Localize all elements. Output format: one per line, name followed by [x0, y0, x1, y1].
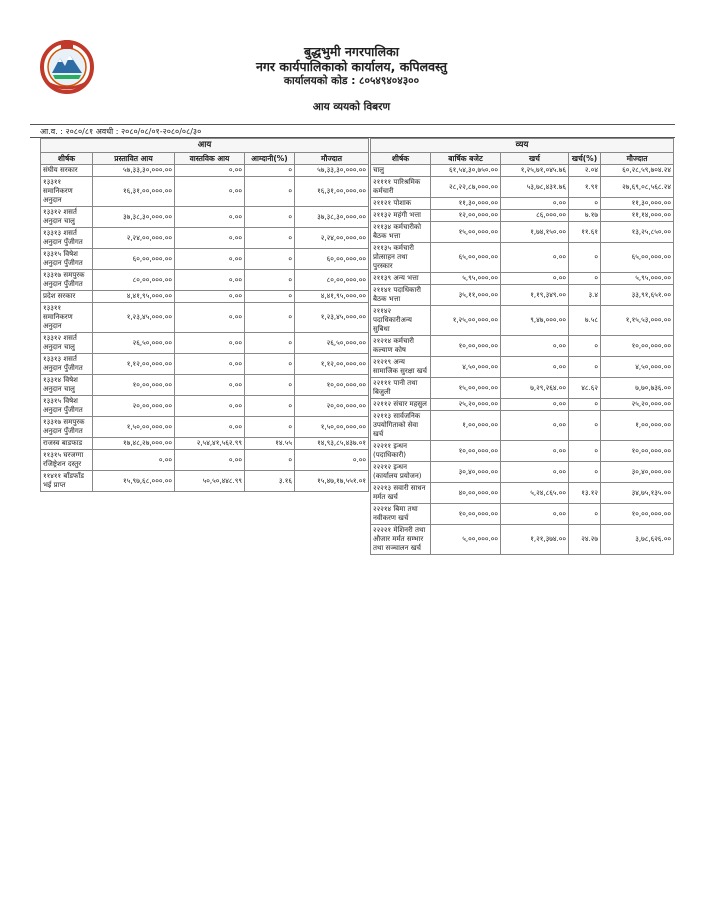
- value-cell: ०: [569, 462, 601, 483]
- value-cell: ०.००: [175, 333, 245, 354]
- value-cell: ०.००: [175, 450, 245, 471]
- value-cell: ०.००: [175, 270, 245, 291]
- value-cell: ०.००: [501, 336, 569, 357]
- value-cell: ०.००: [93, 450, 175, 471]
- value-cell: ०.००: [175, 249, 245, 270]
- value-cell: ०: [569, 411, 601, 441]
- value-cell: ११.६१: [569, 222, 601, 243]
- table-row: [371, 525, 674, 555]
- value-cell: १५,९७,६८,०००.००: [93, 471, 175, 492]
- row-title-cell: १३३१५ विषेश अनुदान पुँजीगत: [41, 249, 93, 270]
- row-title-cell: २२१११ पानी तथा बिजुली: [371, 378, 431, 399]
- value-cell: १७,४८,२७,०००.००: [93, 438, 175, 450]
- value-cell: १,१२,००,०००.००: [93, 354, 175, 375]
- value-cell: १,२५,००,०००.००: [431, 306, 501, 336]
- row-title-cell: २११३२ महंगी भत्ता: [371, 210, 431, 222]
- value-cell: ०.००: [175, 207, 245, 228]
- column-header: बार्षिक बजेट: [431, 153, 501, 165]
- value-cell: ४,४१,९५,०००.००: [93, 291, 175, 303]
- value-cell: ०: [245, 228, 295, 249]
- income-section-label: आय: [41, 139, 369, 153]
- table-row: [371, 177, 674, 198]
- office-code: कार्यालयको कोड : ८०५४९४०४३००: [283, 75, 420, 87]
- report-title: आय व्ययको विबरण: [312, 101, 391, 113]
- value-cell: ०.००: [501, 441, 569, 462]
- expense-section-label: व्यय: [371, 139, 674, 153]
- column-header: प्रस्तावित आय: [93, 153, 175, 165]
- value-cell: ३.१६: [245, 471, 295, 492]
- column-header: शीर्षक: [41, 153, 93, 165]
- column-header: वास्तविक आय: [175, 153, 245, 165]
- value-cell: ५,२४,८६५.००: [501, 483, 569, 504]
- value-cell: २६,५०,०००.००: [295, 333, 369, 354]
- value-cell: ७,७०,७३६.००: [601, 378, 674, 399]
- value-cell: ६०,२८,५९,७०४.२४: [601, 165, 674, 177]
- row-title-cell: २२११३ सार्वजनिक उपयोगिताको सेवा खर्च: [371, 411, 431, 441]
- row-title-cell: २२११२ संचार महसुल: [371, 399, 431, 411]
- row-title-cell: २११४२ पदाधिकारीअन्य सुबिधा: [371, 306, 431, 336]
- value-cell: ३३,९१,६५१.००: [601, 285, 674, 306]
- value-cell: १,२३,४५,०००.००: [93, 303, 175, 333]
- value-cell: ०.००: [175, 165, 245, 177]
- value-cell: ०: [569, 399, 601, 411]
- value-cell: ४,४१,९५,०००.००: [295, 291, 369, 303]
- value-cell: ०: [245, 333, 295, 354]
- value-cell: १५,००,०००.००: [431, 378, 501, 399]
- table-row: [371, 222, 674, 243]
- value-cell: १६,३१,००,०००.००: [93, 177, 175, 207]
- table-row: [371, 462, 674, 483]
- fiscal-period: आ.व. : २०८०/८१ अवधी : २०८०/०८/०१-२०८०/०८/३०: [40, 127, 202, 136]
- value-cell: ०.००: [175, 396, 245, 417]
- value-cell: ०: [569, 504, 601, 525]
- row-title-cell: संघीय सरकार: [41, 165, 93, 177]
- value-cell: १,००,०००.००: [431, 411, 501, 441]
- value-cell: १०,००,०००.००: [601, 504, 674, 525]
- row-title-cell: प्रदेश सरकार: [41, 291, 93, 303]
- table-row: [371, 399, 674, 411]
- value-cell: १२,००,०००.००: [431, 210, 501, 222]
- row-title-cell: २११११ पारिश्रमिक कर्मचारी: [371, 177, 431, 198]
- value-cell: ०: [245, 354, 295, 375]
- value-cell: १,२१,३७४.००: [501, 525, 569, 555]
- value-cell: २,२४,००,०००.००: [295, 228, 369, 249]
- value-cell: ०: [569, 243, 601, 273]
- value-cell: १०,००,०००.००: [431, 441, 501, 462]
- value-cell: १,१२,००,०००.००: [295, 354, 369, 375]
- value-cell: १४.५५: [245, 438, 295, 450]
- value-cell: १५,००,०००.००: [431, 222, 501, 243]
- value-cell: ०.००: [501, 504, 569, 525]
- table-row: [41, 450, 369, 471]
- table-row: [371, 483, 674, 504]
- office-name: नगर कार्यपालिकाको कार्यालय, कपिलवस्तु: [255, 59, 448, 74]
- value-cell: ४,५०,०००.००: [601, 357, 674, 378]
- value-cell: १,५०,००,०००.००: [295, 417, 369, 438]
- value-cell: २४.२७: [569, 525, 601, 555]
- table-row: [371, 306, 674, 336]
- column-header: शीर्षक: [371, 153, 431, 165]
- value-cell: १०,००,०००.००: [601, 441, 674, 462]
- value-cell: ०: [245, 207, 295, 228]
- table-row: [41, 417, 369, 438]
- row-title-cell: २१२१४ कर्मचारी कल्याण कोष: [371, 336, 431, 357]
- row-title-cell: २११३४ कर्मचारीको बैठक भत्ता: [371, 222, 431, 243]
- value-cell: ०.००: [175, 228, 245, 249]
- value-cell: ३,७८,६२६.००: [601, 525, 674, 555]
- value-cell: ०: [245, 270, 295, 291]
- row-title-cell: १३३१३ शसर्त अनुदान पुँजीगत: [41, 354, 93, 375]
- row-title-cell: २२२१३ सवारी साधन मर्मत खर्च: [371, 483, 431, 504]
- row-title-cell: १३३१२ शसर्त अनुदान चालु: [41, 333, 93, 354]
- value-cell: २५,२०,०००.००: [431, 399, 501, 411]
- value-cell: ७,२९,२६४.००: [501, 378, 569, 399]
- value-cell: ०: [245, 417, 295, 438]
- row-title-cell: २२२१४ बिमा तथा नवीकरण खर्च: [371, 504, 431, 525]
- value-cell: ०: [245, 396, 295, 417]
- row-title-cell: चालु: [371, 165, 431, 177]
- value-cell: ०.००: [501, 411, 569, 441]
- value-cell: ४०,००,०००.००: [431, 483, 501, 504]
- value-cell: ३०,४०,०००.००: [601, 462, 674, 483]
- value-cell: १.९१: [569, 177, 601, 198]
- table-row: [41, 354, 369, 375]
- row-title-cell: १३३१५ विषेश अनुदान पुँजीगत: [41, 396, 93, 417]
- value-cell: ६१,५४,३०,७५०.००: [431, 165, 501, 177]
- value-cell: ०.००: [501, 357, 569, 378]
- value-cell: १,५०,००,०००.००: [93, 417, 175, 438]
- row-title-cell: २११३५ कर्मचारी प्रोत्साहन तथा पुरस्कार: [371, 243, 431, 273]
- value-cell: २६,५०,०००.००: [93, 333, 175, 354]
- column-header: खर्च: [501, 153, 569, 165]
- table-row: [371, 504, 674, 525]
- income-table: [40, 138, 369, 492]
- value-cell: ०.००: [175, 354, 245, 375]
- value-cell: ११,३०,०००.००: [431, 198, 501, 210]
- value-cell: ५,९५,०००.००: [431, 273, 501, 285]
- value-cell: १,७४,१५०.००: [501, 222, 569, 243]
- row-title-cell: २२२११ इन्धन (पदाधिकारी): [371, 441, 431, 462]
- value-cell: २०,००,०००.००: [295, 396, 369, 417]
- table-row: [371, 378, 674, 399]
- value-cell: १५,४७,१७,५५१.०१: [295, 471, 369, 492]
- table-row: [41, 177, 369, 207]
- value-cell: ४८.६२: [569, 378, 601, 399]
- table-row: [371, 285, 674, 306]
- value-cell: ६०,००,०००.००: [295, 249, 369, 270]
- table-row: [41, 396, 369, 417]
- table-row: [371, 273, 674, 285]
- value-cell: ३७,३८,३०,०००.००: [93, 207, 175, 228]
- value-cell: ०.००: [175, 375, 245, 396]
- table-row: [371, 243, 674, 273]
- value-cell: ३५,११,०००.००: [431, 285, 501, 306]
- value-cell: ०: [569, 273, 601, 285]
- value-cell: १,००,०००.००: [601, 411, 674, 441]
- value-cell: ५०,५०,४४८.९९: [175, 471, 245, 492]
- value-cell: ०: [245, 177, 295, 207]
- value-cell: ११,१४,०००.००: [601, 210, 674, 222]
- municipality-name: बुद्धभुमी नगरपालिका: [304, 44, 399, 59]
- value-cell: ०: [569, 357, 601, 378]
- table-row: [41, 249, 369, 270]
- column-header: खर्च(%): [569, 153, 601, 165]
- value-cell: ७.५८: [569, 306, 601, 336]
- value-cell: ३७,३८,३०,०००.००: [295, 207, 369, 228]
- value-cell: २७,६९,०८,५६८.२४: [601, 177, 674, 198]
- value-cell: १०,००,०००.००: [295, 375, 369, 396]
- row-title-cell: २२२१२ इन्धन (कार्यालय प्रयोजन): [371, 462, 431, 483]
- value-cell: ९,४७,०००.००: [501, 306, 569, 336]
- value-cell: १,२३,४५,०००.००: [295, 303, 369, 333]
- value-cell: ०: [245, 165, 295, 177]
- table-row: [41, 375, 369, 396]
- table-row: [371, 411, 674, 441]
- value-cell: ६५,००,०००.००: [431, 243, 501, 273]
- row-title-cell: १३३१३ शसर्त अनुदान पुँजीगत: [41, 228, 93, 249]
- value-cell: ०: [569, 198, 601, 210]
- value-cell: ८०,००,०००.००: [93, 270, 175, 291]
- value-cell: ०: [245, 375, 295, 396]
- expense-table: [370, 138, 674, 555]
- column-header: मौज्दात: [295, 153, 369, 165]
- value-cell: ८०,००,०००.००: [295, 270, 369, 291]
- table-row: [41, 291, 369, 303]
- value-cell: १६,३१,००,०००.००: [295, 177, 369, 207]
- table-row: [371, 165, 674, 177]
- value-cell: ११,३०,०००.००: [601, 198, 674, 210]
- value-cell: ०: [569, 441, 601, 462]
- value-cell: १३,२५,८५०.००: [601, 222, 674, 243]
- value-cell: ०.००: [175, 291, 245, 303]
- column-header: मौज्दात: [601, 153, 674, 165]
- value-cell: ५,९५,०००.००: [601, 273, 674, 285]
- value-cell: ०.००: [175, 177, 245, 207]
- table-row: [41, 228, 369, 249]
- value-cell: ५७,३३,३०,०००.००: [295, 165, 369, 177]
- value-cell: २,५४,४१,५६२.९९: [175, 438, 245, 450]
- table-row: [41, 165, 369, 177]
- value-cell: १,१५,५३,०००.००: [601, 306, 674, 336]
- value-cell: ०: [245, 450, 295, 471]
- value-cell: ०: [569, 336, 601, 357]
- row-title-cell: ११४११ बाँडफाँड भई प्राप्त: [41, 471, 93, 492]
- table-row: [371, 198, 674, 210]
- table-row: [371, 210, 674, 222]
- row-title-cell: १३३१७ समपुरक अनुदान पुँजीगत: [41, 270, 93, 291]
- value-cell: २५,२०,०००.००: [601, 399, 674, 411]
- table-row: [41, 333, 369, 354]
- page-header: [0, 0, 703, 120]
- row-title-cell: राजस्व बाडफाड: [41, 438, 93, 450]
- value-cell: ६५,००,०००.००: [601, 243, 674, 273]
- value-cell: ०.००: [501, 243, 569, 273]
- value-cell: २.०४: [569, 165, 601, 177]
- row-title-cell: २११२१ पोशाक: [371, 198, 431, 210]
- value-cell: ३४,७५,१३५.००: [601, 483, 674, 504]
- value-cell: १०,००,०००.००: [93, 375, 175, 396]
- table-row: [371, 357, 674, 378]
- value-cell: १०,००,०००.००: [601, 336, 674, 357]
- table-row: [41, 438, 369, 450]
- value-cell: ०.००: [175, 303, 245, 333]
- row-title-cell: १३३११ समानिकरण अनुदान: [41, 303, 93, 333]
- value-cell: ५,००,०००.००: [431, 525, 501, 555]
- value-cell: २८,२२,८७,०००.००: [431, 177, 501, 198]
- value-cell: २,२४,००,०००.००: [93, 228, 175, 249]
- table-row: [371, 441, 674, 462]
- value-cell: ८६,०००.००: [501, 210, 569, 222]
- column-header: आम्दानी(%): [245, 153, 295, 165]
- row-title-cell: २१२१९ अन्य सामाजिक सुरक्षा खर्च: [371, 357, 431, 378]
- row-title-cell: १३३११ समानिकरण अनुदान: [41, 177, 93, 207]
- value-cell: ५३,७८,४३१.७६: [501, 177, 569, 198]
- row-title-cell: ११३१५ घरजग्गा रजिष्ट्रेशन दस्तुर: [41, 450, 93, 471]
- value-cell: १,१९,३४९.००: [501, 285, 569, 306]
- value-cell: ३.४: [569, 285, 601, 306]
- value-cell: १,२५,७१,०४५.७६: [501, 165, 569, 177]
- value-cell: १०,००,०००.००: [431, 504, 501, 525]
- value-cell: ३०,४०,०००.००: [431, 462, 501, 483]
- value-cell: ४,५०,०००.००: [431, 357, 501, 378]
- value-cell: ५७,३३,३०,०००.००: [93, 165, 175, 177]
- table-row: [371, 336, 674, 357]
- row-title-cell: १३३१७ समपुरक अनुदान पुँजीगत: [41, 417, 93, 438]
- value-cell: ०: [245, 303, 295, 333]
- value-cell: ०.००: [175, 417, 245, 438]
- value-cell: ०.००: [501, 399, 569, 411]
- value-cell: ०.००: [501, 273, 569, 285]
- value-cell: ७.१७: [569, 210, 601, 222]
- table-row: [41, 303, 369, 333]
- value-cell: ०.००: [501, 198, 569, 210]
- row-title-cell: २११३९ अन्य भत्ता: [371, 273, 431, 285]
- value-cell: ०: [245, 291, 295, 303]
- row-title-cell: २११४१ पदाधिकारी बैठक भत्ता: [371, 285, 431, 306]
- value-cell: १४,९३,८५,४३७.०१: [295, 438, 369, 450]
- value-cell: १०,००,०००.००: [431, 336, 501, 357]
- value-cell: २०,००,०००.००: [93, 396, 175, 417]
- value-cell: ०.००: [501, 462, 569, 483]
- row-title-cell: १३३१४ विषेश अनुदान चालु: [41, 375, 93, 396]
- row-title-cell: १३३१२ शसर्त अनुदान चालु: [41, 207, 93, 228]
- value-cell: ०: [245, 249, 295, 270]
- table-row: [41, 270, 369, 291]
- table-row: [41, 207, 369, 228]
- value-cell: १३.१२: [569, 483, 601, 504]
- row-title-cell: २२२२१ मेशिनरी तथा औजार मर्मत सम्भार तथा सञ्चालन खर्च: [371, 525, 431, 555]
- divider-top: [30, 124, 675, 125]
- value-cell: ६०,००,०००.००: [93, 249, 175, 270]
- value-cell: ०.००: [295, 450, 369, 471]
- table-row: [41, 471, 369, 492]
